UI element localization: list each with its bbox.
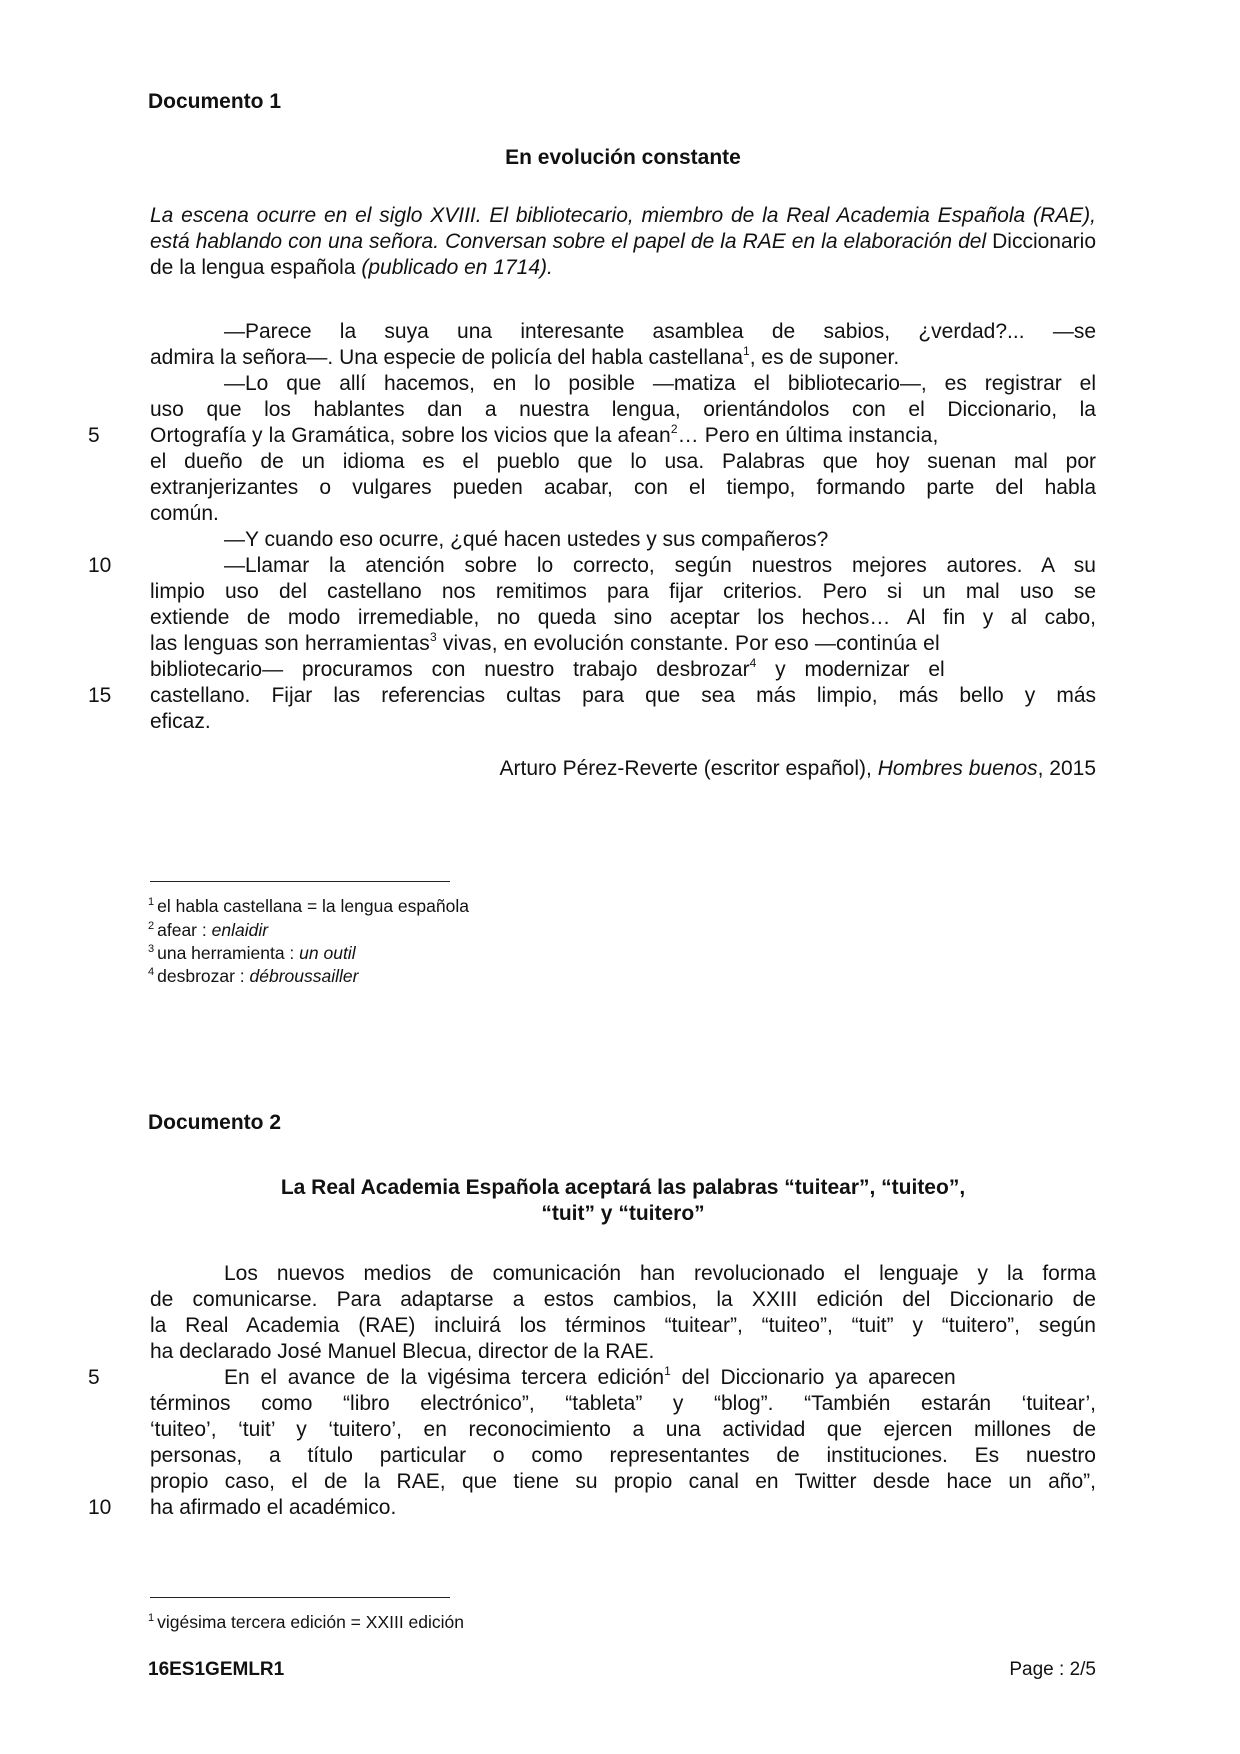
attribution-work: Hombres buenos	[877, 757, 1038, 780]
exam-code: 16ES1GEMLR1	[148, 1659, 285, 1680]
footnote-ref-1: 1	[664, 1364, 671, 1378]
line-number-5: 5	[88, 424, 100, 447]
line-number-5: 5	[88, 1366, 100, 1389]
doc1-line-8: común.	[150, 502, 219, 525]
doc2-line-8: personas, a título particular o como representantes de instituciones. Es nuestro	[150, 1444, 1096, 1467]
doc1-line-13b: vivas, en evolución constante. Por eso —continúa el	[436, 632, 940, 655]
doc2-line-4: ha declarado José Manuel Blecua, director de la RAE.	[150, 1340, 655, 1363]
attribution-author: Arturo Pérez-Reverte (escritor español),	[499, 757, 878, 780]
doc1-line-13	[150, 631, 1096, 657]
line-number-15: 15	[88, 684, 112, 707]
doc1-line-2b: , es de suponer.	[749, 346, 900, 369]
footnote-num: 4	[148, 966, 155, 978]
doc1-line-14b: y modernizar el	[756, 658, 945, 681]
doc2-line-10: ha afirmado el académico.	[150, 1496, 397, 1519]
doc2-heading: Documento 2	[148, 1111, 282, 1134]
line-number-10: 10	[88, 554, 112, 577]
doc2-title-line-1: La Real Academia Española aceptará las palabras “tuitear”, “tuiteo”,	[280, 1176, 966, 1199]
footnote-translation: un outil	[299, 943, 356, 963]
doc2-footnote-1	[148, 1611, 464, 1635]
doc2-line-2: de comunicarse. Para adaptarse a estos cambios, la XXIII edición del Diccionario de	[150, 1288, 1096, 1311]
doc1-line-6: el dueño de un idioma es el pueblo que lo usa. Palabras que hoy suenan mal por	[150, 450, 1096, 473]
footnote-text: desbrozar :	[157, 966, 250, 986]
footnote-ref-2: 2	[670, 422, 678, 436]
footnote-ref-3: 3	[429, 630, 437, 644]
doc1-line-2a: admira la señora—. Una especie de policía del habla castellana	[150, 346, 744, 369]
footnote-num: 3	[148, 943, 155, 955]
footnote-text: afear :	[157, 920, 212, 940]
footnote-divider	[150, 881, 450, 882]
footnote-text: una herramienta :	[157, 943, 300, 963]
doc1-line-1: —Parece la suya una interesante asamblea de sabios, ¿verdad?... —se	[224, 320, 1096, 343]
doc1-line-4: uso que los hablantes dan a nuestra lengua, orientándolos con el Diccionario, la	[150, 398, 1096, 421]
footnote-divider	[150, 1597, 450, 1598]
page-number: Page : 2/5	[1009, 1659, 1096, 1680]
footnote-text: el habla castellana = la lengua española	[157, 896, 469, 916]
doc1-line-3: —Lo que allí hacemos, en lo posible —matiza el bibliotecario—, es registrar el	[224, 372, 1096, 395]
doc1-line-9: —Y cuando eso ocurre, ¿qué hacen ustedes y sus compañeros?	[224, 528, 829, 551]
footnote-text: vigésima tercera edición = XXIII edición	[157, 1612, 465, 1632]
doc1-title: En evolución constante	[505, 146, 741, 169]
doc1-line-14	[150, 657, 1096, 683]
footnote-translation: enlaidir	[211, 920, 269, 940]
doc2-line-3: la Real Academia (RAE) incluirá los términos “tuitear”, “tuiteo”, “tuit” y “tuitero”, según	[150, 1314, 1096, 1337]
footnote-4	[148, 965, 358, 989]
doc1-line-7: extranjerizantes o vulgares pueden acabar, con el tiempo, formando parte del habla	[150, 476, 1096, 499]
footnote-ref-1: 1	[743, 344, 750, 358]
footnote-num: 1	[148, 896, 155, 908]
doc2-line-9: propio caso, el de la RAE, que tiene su propio canal en Twitter desde hace un año”,	[150, 1470, 1096, 1493]
doc2-line-5	[150, 1365, 1096, 1391]
doc2-line-1: Los nuevos medios de comunicación han revolucionado el lenguaje y la forma	[224, 1262, 1096, 1285]
doc1-line-14a: bibliotecario— procuramos con nuestro trabajo desbrozar	[150, 658, 750, 681]
doc2-title-line-2: “tuit” y “tuitero”	[541, 1202, 705, 1225]
doc1-line-5b: … Pero en última instancia,	[677, 424, 939, 447]
doc1-line-15: castellano. Fijar las referencias cultas para que sea más limpio, más bello y más	[150, 684, 1096, 707]
footnote-3	[148, 942, 356, 966]
doc2-line-6: términos como “libro electrónico”, “tableta” y “blog”. “También estarán ‘tuitear’,	[150, 1392, 1096, 1415]
doc2-line-5b: del Diccionario ya aparecen	[670, 1366, 956, 1389]
line-number-10: 10	[88, 1496, 112, 1519]
doc1-line-10: —Llamar la atención sobre lo correcto, según nuestros mejores autores. A su	[224, 554, 1096, 577]
doc1-line-13a: las lenguas son herramientas	[150, 632, 430, 655]
doc1-line-12: extiende de modo irremediable, no queda sino aceptar los hechos… Al fin y al cabo,	[150, 606, 1096, 629]
doc1-intro-book: Diccionario de la lengua española	[150, 230, 1096, 280]
doc1-line-2	[150, 345, 1096, 371]
footnote-2	[148, 919, 268, 943]
doc1-line-16: eficaz.	[150, 710, 211, 733]
footnote-translation: débroussailler	[249, 966, 359, 986]
attribution-year: , 2015	[1037, 757, 1096, 780]
doc1-heading: Documento 1	[148, 90, 282, 113]
doc1-line-5a: Ortografía y la Gramática, sobre los vicios que la afean	[150, 424, 671, 447]
doc1-line-5	[150, 423, 1096, 449]
doc1-intro	[150, 203, 1096, 282]
doc2-line-7: ‘tuiteo’, ‘tuit’ y ‘tuitero’, en reconocimiento a una actividad que ejercen millones de	[150, 1418, 1096, 1441]
doc2-line-5a: En el avance de la vigésima tercera edición	[224, 1366, 665, 1389]
footnote-num: 2	[148, 920, 155, 932]
doc1-line-11: limpio uso del castellano nos remitimos para fijar criterios. Pero si un mal uso se	[150, 580, 1096, 603]
doc1-intro-part2: (publicado en 1714).	[361, 256, 553, 280]
doc1-intro-part1: La escena ocurre en el siglo XVIII. El bibliotecario, miembro de la Real Academia Española (RAE), está hablando con una señora. Conversan sobre el papel de la RAE en la elaboración del	[150, 204, 1096, 254]
footnote-num: 1	[148, 1612, 155, 1624]
footnote-1	[148, 895, 469, 919]
footnote-ref-4: 4	[749, 656, 757, 670]
doc1-attribution	[500, 757, 1096, 781]
